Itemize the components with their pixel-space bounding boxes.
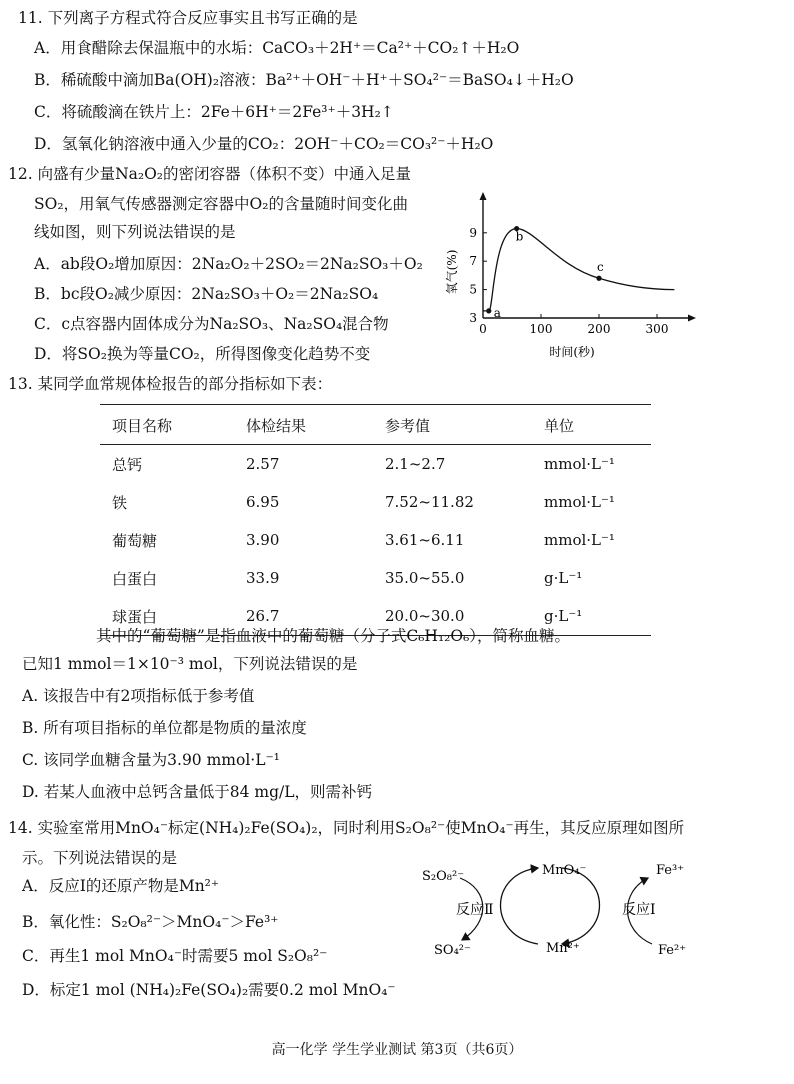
cell-result: 6.95 (246, 493, 280, 511)
reaction2-label: 反应Ⅱ (456, 902, 494, 918)
cell-item: 总钙 (112, 455, 143, 474)
reaction1-arc (562, 868, 600, 944)
cell-reference: 20.0~30.0 (373, 597, 532, 636)
x-axis-label: 时间(秒) (549, 345, 595, 359)
cell-unit: mmol·L⁻¹ (544, 531, 615, 549)
header-unit: 单位 (532, 405, 651, 445)
reaction2-arc (501, 868, 539, 944)
q11-option-c: C．将硫酸滴在铁片上：2Fe＋6H⁺＝2Fe³⁺＋3H₂↑ (34, 103, 394, 121)
table-row (100, 521, 651, 559)
q11-stem: 11. 下列离子方程式符合反应事实且书写正确的是 (18, 9, 358, 27)
redox-cycle-diagram (420, 850, 710, 975)
q14-stem-line1: 14. 实验室常用MnO₄⁻标定(NH₄)₂Fe(SO₄)₂，同时利用S₂O₈²⁻使MnO₄⁻再生，其反应原理如图所 (8, 819, 685, 837)
s2o8-label: S₂O₈²⁻ (422, 869, 465, 884)
q13-option-b: B. 所有项目指标的单位都是物质的量浓度 (22, 719, 307, 737)
q13-note: 其中的“葡萄糖”是指血液中的葡萄糖（分子式C₆H₁₂O₆），简称血糖。 (96, 627, 571, 645)
table-row (100, 559, 651, 597)
reaction1-label: 反应Ⅰ (622, 902, 656, 918)
q12-stem-line2: SO₂，用氧气传感器测定容器中O₂的含量随时间变化曲 (34, 195, 408, 213)
header-reference: 参考值 (373, 405, 532, 445)
q12-stem-line1: 12. 向盛有少量Na₂O₂的密闭容器（体积不变）中通入足量 (8, 165, 412, 183)
q12-option-b: B．bc段O₂减少原因：2Na₂SO₃＋O₂＝2Na₂SO₄ (34, 285, 379, 303)
y-tick-label: 9 (469, 225, 477, 240)
q11-option-b: B．稀硫酸中滴加Ba(OH)₂溶液：Ba²⁺＋OH⁻＋H⁺＋SO₄²⁻＝BaSO₄↓＋H₂O (34, 71, 574, 89)
cell-reference: 2.1~2.7 (385, 455, 446, 473)
cell-unit: mmol·L⁻¹ (544, 493, 615, 511)
cell-unit: g·L⁻¹ (544, 569, 583, 587)
point-label-b: b (515, 229, 524, 244)
q13-option-d: D. 若某人血液中总钙含量低于84 mg/L，则需补钙 (22, 783, 373, 801)
point-label-a: a (493, 305, 501, 320)
q11-option-d: D．氢氧化钠溶液中通入少量的CO₂：2OH⁻＋CO₂＝CO₃²⁻＋H₂O (34, 135, 494, 153)
table-row (100, 483, 651, 521)
header-item-name: 项目名称 (100, 405, 234, 445)
y-tick-label: 5 (469, 282, 477, 297)
cell-result: 3.90 (246, 531, 280, 549)
cell-item: 铁 (112, 493, 128, 512)
q13-option-a: A. 该报告中有2项指标低于参考值 (22, 687, 255, 705)
q13-stem: 13. 某同学血常规体检报告的部分指标如下表： (8, 375, 333, 393)
y-axis-label: 氧气(%) (445, 249, 459, 295)
cell-result: 26.7 (234, 597, 373, 636)
x-tick-label: 0 (479, 322, 487, 336)
report-table (100, 404, 651, 636)
point-c (596, 276, 601, 281)
cell-unit: mmol·L⁻¹ (544, 455, 615, 473)
x-tick-label: 300 (645, 322, 669, 336)
cell-item: 葡萄糖 (112, 531, 158, 550)
x-tick-label: 100 (529, 322, 553, 336)
cell-item: 白蛋白 (112, 569, 158, 588)
point-a (486, 308, 491, 313)
q13-given: 已知1 mmol＝1×10⁻³ mol，下列说法错误的是 (22, 655, 358, 673)
q14-option-c: C．再生1 mol MnO₄⁻时需要5 mol S₂O₈²⁻ (22, 947, 328, 965)
q14-option-a: A．反应Ⅰ的还原产物是Mn²⁺ (22, 877, 220, 895)
cell-reference: 7.52~11.82 (385, 493, 474, 511)
y-tick-label: 7 (469, 254, 477, 269)
point-label-c: c (597, 260, 604, 275)
q14-option-d: D．标定1 mol (NH₄)₂Fe(SO₄)₂需要0.2 mol MnO₄⁻ (22, 981, 396, 999)
x-axis-arrow (688, 315, 696, 322)
cell-result: 33.9 (246, 569, 280, 587)
cell-unit: g·L⁻¹ (532, 597, 651, 636)
fe3-label: Fe³⁺ (656, 863, 685, 878)
q12-option-d: D．将SO₂换为等量CO₂，所得图像变化趋势不变 (34, 345, 371, 363)
y-axis-arrow (480, 192, 487, 200)
x-tick-label: 200 (587, 322, 611, 336)
mn2-label: Mn²⁺ (546, 941, 580, 956)
cell-result: 2.57 (246, 455, 280, 473)
q12-stem-line3: 线如图，则下列说法错误的是 (34, 223, 236, 241)
q14-stem-line2: 示。下列说法错误的是 (22, 849, 178, 867)
q12-option-a: A．ab段O₂增加原因：2Na₂O₂＋2SO₂＝2Na₂SO₃＋O₂ (34, 255, 423, 273)
q11-option-a: A．用食醋除去保温瓶中的水垢：CaCO₃＋2H⁺＝Ca²⁺＋CO₂↑＋H₂O (34, 39, 520, 57)
report-table-header (100, 405, 651, 445)
q14-option-b: B．氧化性：S₂O₈²⁻＞MnO₄⁻＞Fe³⁺ (22, 913, 279, 931)
table-row (100, 445, 651, 484)
q12-option-c: C．c点容器内固体成分为Na₂SO₃、Na₂SO₄混合物 (34, 315, 389, 333)
oxygen-curve (483, 229, 674, 311)
y-tick-label: 3 (469, 311, 477, 325)
so4-label: SO₄²⁻ (434, 943, 471, 958)
page-footer: 高一化学 学生学业测试 第3页（共6页） (271, 1042, 523, 1058)
cell-item: 球蛋白 (100, 597, 234, 636)
oxygen-time-chart (440, 190, 700, 365)
cell-reference: 3.61~6.11 (385, 531, 465, 549)
to-mno4-arrowhead (530, 868, 538, 869)
q13-option-c: C. 该同学血糖含量为3.90 mmol·L⁻¹ (22, 751, 280, 769)
fe2-label: Fe²⁺ (658, 943, 687, 958)
header-result: 体检结果 (234, 405, 373, 445)
mno4-label: MnO₄⁻ (542, 863, 587, 878)
cell-reference: 35.0~55.0 (385, 569, 465, 587)
